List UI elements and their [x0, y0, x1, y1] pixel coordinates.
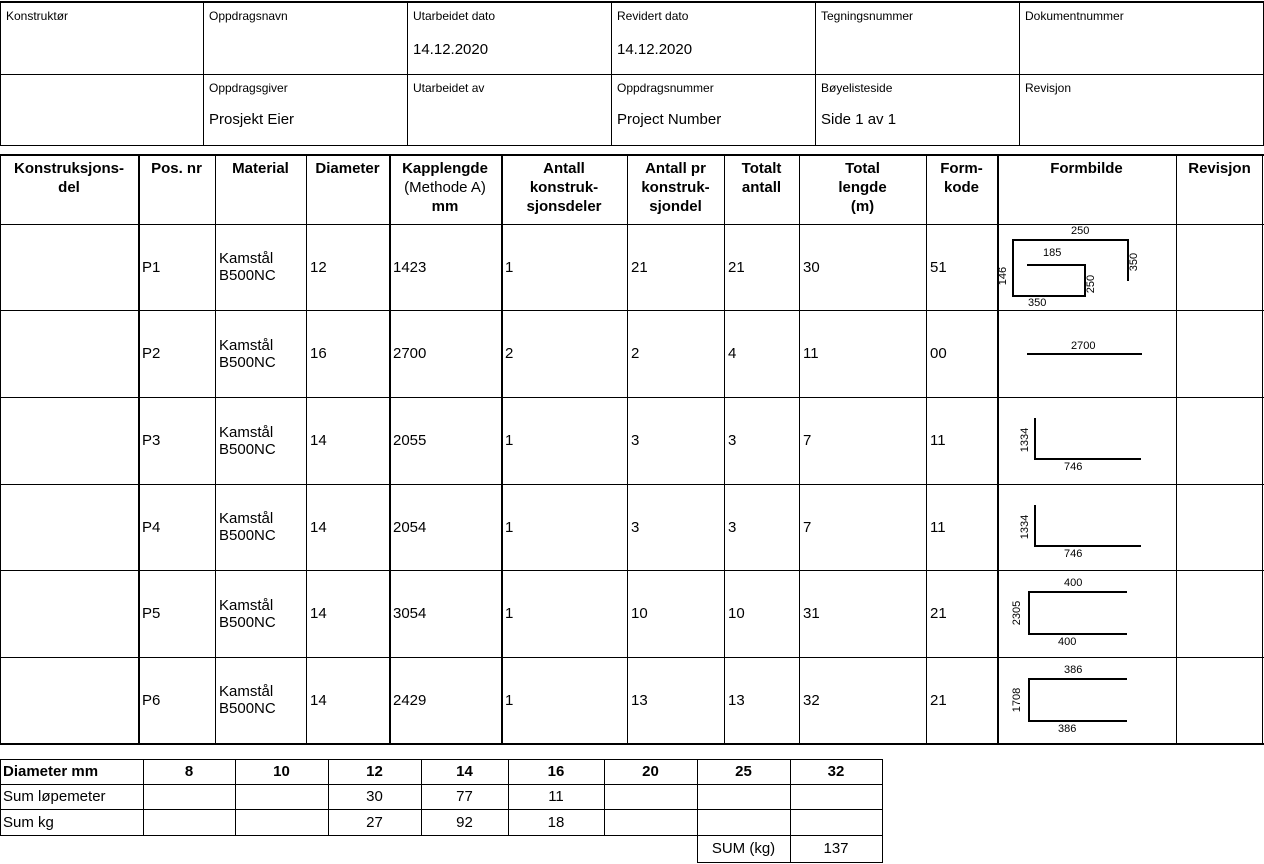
cell-lengde: 31 — [803, 605, 820, 622]
cell-diameter: 14 — [310, 518, 327, 536]
column-header — [389, 156, 501, 224]
cell-lengde: 11 — [803, 345, 819, 362]
cell-revisjon — [1180, 484, 1261, 570]
cell-formkode: 00 — [930, 345, 947, 362]
cell-material: Kamstål B500NC — [219, 510, 276, 544]
cell-material: Kamstål B500NC — [219, 336, 276, 371]
dimension-label: 350 — [1128, 252, 1140, 272]
cell-antall_k: 1 — [505, 605, 514, 622]
header-label: Oppdragsgiver — [209, 81, 288, 95]
dimension-label: 2700 — [1071, 340, 1096, 352]
cell-antall_k: 1 — [505, 691, 514, 709]
shape-line — [1034, 458, 1141, 460]
dimension-label: 250 — [1071, 225, 1090, 237]
dimension-label: 1334 — [1019, 514, 1031, 540]
grid-line — [389, 154, 391, 745]
cell-del — [4, 570, 136, 657]
header-value: Side 1 av 1 — [821, 111, 897, 128]
summary-header: 10 — [273, 763, 290, 780]
cell-kapp: 2054 — [393, 518, 427, 536]
cell-revisjon — [1180, 224, 1261, 310]
summary-value: 92 — [456, 813, 473, 831]
dimension-label: 400 — [1064, 577, 1083, 589]
grid-line — [926, 154, 927, 745]
column-header-line: (Methode A) — [404, 179, 486, 196]
header-label: Konstruktør — [6, 9, 69, 23]
cell-kapp: 1423 — [393, 258, 427, 276]
cell-material: Kamstål B500NC — [219, 423, 276, 458]
cell-lengde: 30 — [803, 258, 820, 276]
shape-line — [1028, 633, 1127, 635]
column-header: Form- kode — [940, 160, 983, 196]
column-header: Material — [232, 160, 289, 177]
summary-value — [697, 809, 790, 835]
cell-antall_k: 2 — [505, 345, 514, 362]
cell-diameter: 14 — [310, 432, 327, 449]
cell-formkode: 21 — [930, 691, 947, 709]
cell-formkode: 51 — [930, 258, 947, 276]
grid-line — [0, 743, 1264, 745]
summary-value: 77 — [456, 788, 473, 805]
summary-header: 12 — [366, 763, 383, 780]
header-cell — [1019, 1, 1264, 75]
cell-totalt: 3 — [728, 432, 737, 449]
cell-pos: P5 — [142, 605, 161, 622]
cell-kapp: 3054 — [393, 605, 427, 622]
cell-kapp: 2055 — [393, 432, 427, 449]
sum-kg-label: SUM (kg) — [711, 840, 776, 857]
summary-value: 11 — [548, 788, 564, 805]
grid-line — [501, 154, 503, 745]
grid-line — [724, 154, 725, 745]
summary-value — [604, 809, 697, 835]
summary-value — [143, 809, 235, 835]
column-header: Antall pr konstruk- sjondel — [641, 160, 710, 215]
sum-kg-value: 137 — [823, 840, 849, 857]
grid-line — [627, 154, 628, 745]
header-cell — [0, 1, 204, 75]
cell-diameter: 16 — [310, 345, 327, 362]
cell-pos: P6 — [142, 691, 161, 709]
header-label: Revisjon — [1025, 81, 1072, 95]
summary-value: 30 — [366, 788, 383, 805]
header-cell — [1019, 74, 1264, 146]
column-header: Konstruksjons- del — [13, 160, 124, 196]
cell-diameter: 14 — [310, 605, 327, 622]
cell-material: Kamstål B500NC — [219, 250, 276, 284]
dimension-label: 746 — [1064, 461, 1083, 473]
grid-line — [799, 154, 800, 745]
header-cell — [611, 74, 816, 146]
grid-line — [306, 154, 307, 745]
grid-line — [882, 759, 883, 836]
cell-antall_k: 1 — [505, 518, 514, 536]
summary-header: 25 — [735, 763, 752, 780]
header-label: Oppdragsnavn — [209, 9, 288, 23]
column-header: Revisjon — [1188, 160, 1251, 177]
dimension-label: 1708 — [1011, 687, 1023, 713]
cell-material: Kamstål B500NC — [219, 683, 276, 717]
cell-kapp: 2700 — [393, 345, 427, 362]
column-header: Antall konstruk- sjonsdeler — [526, 160, 602, 215]
shape-line — [1028, 720, 1127, 722]
grid-line — [882, 835, 883, 863]
cell-pos: P3 — [142, 432, 161, 449]
cell-antall_k: 1 — [505, 258, 514, 276]
shape-line — [1028, 591, 1030, 635]
dimension-label: 146 — [997, 266, 1009, 286]
column-header: Total lengde (m) — [838, 160, 887, 215]
dimension-label: 350 — [1028, 297, 1047, 309]
dimension-label: 746 — [1064, 548, 1083, 560]
dimension-label: 2305 — [1011, 600, 1023, 626]
dimension-label: 1334 — [1019, 427, 1031, 453]
shape-line — [1034, 418, 1036, 460]
grid-line — [1262, 154, 1263, 745]
cell-antall_k: 1 — [505, 432, 514, 449]
shape-line — [1034, 505, 1036, 547]
cell-diameter: 14 — [310, 691, 327, 709]
cell-totalt: 13 — [728, 691, 745, 709]
cell-antall_pr: 3 — [631, 432, 640, 449]
header-label: Oppdragsnummer — [617, 81, 714, 95]
column-header: Formbilde — [1050, 160, 1123, 177]
cell-revisjon — [1180, 570, 1261, 657]
header-cell — [0, 74, 204, 146]
cell-revisjon — [1180, 397, 1261, 484]
summary-value — [790, 809, 882, 835]
summary-header: 16 — [547, 763, 565, 780]
summary-value — [790, 784, 882, 809]
cell-formkode: 11 — [930, 518, 946, 536]
grid-line — [997, 154, 999, 745]
dimension-label: 185 — [1043, 247, 1062, 259]
header-cell — [815, 1, 1020, 75]
shape-line — [1028, 591, 1127, 593]
header-value: 14.12.2020 — [413, 41, 489, 58]
cell-del — [4, 484, 136, 570]
cell-revisjon — [1180, 657, 1261, 743]
summary-header: 14 — [456, 763, 473, 780]
cell-revisjon — [1180, 310, 1261, 397]
shape-line — [1012, 239, 1128, 241]
summary-row-label: Sum kg — [3, 813, 54, 831]
cell-diameter: 12 — [310, 258, 327, 276]
grid-line — [138, 154, 140, 745]
cell-lengde: 7 — [803, 432, 812, 449]
header-label: Revidert dato — [617, 9, 689, 23]
column-header: Diameter — [315, 160, 380, 177]
shape-line — [1012, 295, 1086, 297]
shape-line — [1034, 545, 1141, 547]
cell-lengde: 32 — [803, 691, 820, 709]
dimension-label: 386 — [1064, 664, 1083, 676]
header-value: Project Number — [617, 111, 722, 128]
header-label: Utarbeidet dato — [413, 9, 496, 23]
column-header: Totalt antall — [741, 160, 782, 196]
cell-totalt: 4 — [728, 345, 737, 362]
header-value: Prosjekt Eier — [209, 111, 295, 128]
summary-value: 18 — [547, 813, 565, 831]
cell-formkode: 11 — [930, 432, 946, 449]
cell-totalt: 10 — [728, 605, 745, 622]
cell-pos: P4 — [142, 518, 161, 536]
cell-del — [4, 310, 136, 397]
header-cell — [407, 74, 612, 146]
cell-antall_pr: 10 — [631, 605, 648, 622]
grid-line — [1176, 154, 1177, 745]
cell-lengde: 7 — [803, 518, 812, 536]
summary-row-label: Sum løpemeter — [3, 788, 106, 805]
cell-del — [4, 657, 136, 743]
summary-header: 8 — [184, 763, 194, 780]
cell-totalt: 21 — [728, 258, 745, 276]
header-label: Tegningsnummer — [821, 9, 914, 23]
cell-formkode: 21 — [930, 605, 947, 622]
summary-header: Diameter mm — [3, 763, 99, 780]
column-header-line: mm — [431, 198, 459, 215]
cell-totalt: 3 — [728, 518, 737, 536]
header-label: Dokumentnummer — [1025, 9, 1124, 23]
header-label: Utarbeidet av — [413, 81, 485, 95]
header-cell — [815, 74, 1020, 146]
shape-line — [1028, 678, 1127, 680]
column-header-line: Kapplengde — [402, 160, 488, 177]
summary-value — [235, 809, 328, 835]
grid-line — [215, 154, 216, 745]
cell-antall_pr: 13 — [631, 691, 648, 709]
column-header: Pos. nr — [151, 160, 202, 177]
header-cell — [203, 74, 408, 146]
cell-antall_pr: 3 — [631, 518, 640, 536]
header-value: 14.12.2020 — [617, 41, 693, 58]
cell-antall_pr: 21 — [631, 258, 648, 276]
dimension-label: 400 — [1058, 636, 1077, 648]
summary-value — [143, 784, 235, 809]
summary-value — [697, 784, 790, 809]
cell-material: Kamstål B500NC — [219, 596, 276, 631]
summary-value — [235, 784, 328, 809]
summary-value: 27 — [366, 813, 383, 831]
header-cell — [203, 1, 408, 75]
cell-pos: P1 — [142, 258, 161, 276]
header-cell — [407, 1, 612, 75]
summary-header: 20 — [642, 763, 659, 780]
shape-line — [1027, 264, 1086, 266]
summary-header: 32 — [827, 763, 845, 780]
shape-line — [1028, 678, 1030, 722]
dimension-label: 250 — [1085, 274, 1097, 294]
cell-del — [4, 224, 136, 310]
cell-del — [4, 397, 136, 484]
cell-kapp: 2429 — [393, 691, 427, 709]
grid-line — [0, 154, 1, 745]
header-cell — [611, 1, 816, 75]
summary-value — [604, 784, 697, 809]
grid-line — [0, 759, 1, 836]
shape-line — [1027, 353, 1142, 355]
dimension-label: 386 — [1058, 723, 1077, 735]
shape-line — [1012, 239, 1014, 296]
cell-pos: P2 — [142, 345, 161, 362]
header-label: Bøyelisteside — [821, 81, 893, 95]
cell-antall_pr: 2 — [631, 345, 640, 362]
